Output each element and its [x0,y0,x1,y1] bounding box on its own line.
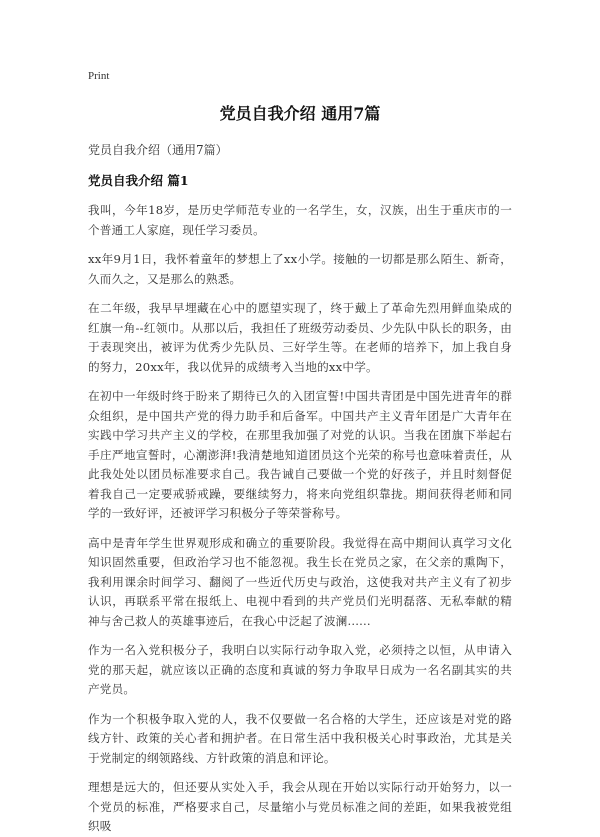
paragraph-6: 作为一名入党积极分子，我明白以实际行动争取入党，必须持之以恒，从申请入党的那天起，就应该以正确的态度和真诚的努力争取早日成为一名名副其实的共产党员。 [88,643,512,696]
paragraph-1: 我叫，今年18岁，是历史学师范专业的一名学生，女，汉族，出生于重庆市的一个普通工人家庭，现任学习委员。 [88,203,512,237]
paragraph-8: 理想是远大的，但还要从实处入手，我会从现在开始以实际行动开始努力，以一个党员的标准，严格要求自己，尽量缩小与党员标准之间的差距，如果我被党组织吸 [88,780,512,833]
paragraph-2: xx年9月1日，我怀着童年的梦想上了xx小学。接触的一切都是那么陌生、新奇，久而久之，又是那么的熟悉。 [88,252,512,286]
document-subtitle: 党员自我介绍（通用7篇） [88,143,228,157]
paragraph-4: 在初中一年级时终于盼来了期待已久的入团宣誓!中国共青团是中国先进青年的群众组织，是中国共产党的得力助手和后备军。中国共产主义青年团是广大青年在实践中学习共产主义的学校，在那里我加强了对党的认识。当我在团旗下举起右手庄严地宣誓时，心潮澎湃!我清楚地知道团员这个光荣的称号也意味着责任，从此我处处以团员标准要求自己。我告诫自己要做一个党的好孩子，并且时刻督促着我自己一定要戒骄戒躁，要继续努力，将来向党组织靠拢。期间获得老师和同学的一致好评，还被评学习积极分子等荣誉称号。 [88,389,512,520]
paragraph-3: 在二年级，我早早埋藏在心中的愿望实现了，终于戴上了革命先烈用鲜血染成的红旗一角--红领巾。从那以后，我担任了班级劳动委员、少先队中队长的职务，由于表现突出，被评为优秀少先队员、三好学生等。在老师的培养下，加上我自身的努力，20xx年，我以优异的成绩考入当地的xx中学。 [88,301,512,374]
document-title: 党员自我介绍 通用7篇 [219,104,381,123]
print-label: Print [88,70,110,82]
section-heading: 党员自我介绍 篇1 [88,173,189,188]
paragraph-5: 高中是青年学生世界观形成和确立的重要阶段。我觉得在高中期间认真学习文化知识固然重要，但政治学习也不能忽视。我生长在党员之家，在父亲的熏陶下，我利用课余时间学习、翻阅了一些近代历史与政治，这使我对共产主义有了初步认识，再联系平常在报纸上、电视中看到的共产党员们光明磊落、无私奉献的精神与舍己救人的英雄事迹后，在我心中泛起了波澜...... [88,535,512,628]
paragraph-7: 作为一个积极争取入党的人，我不仅要做一名合格的大学生，还应该是对党的路线方针、政策的关心者和拥护者。在日常生活中我积极关心时事政治，尤其是关于党制定的纲领路线、方针政策的消息和评论。 [88,711,512,765]
